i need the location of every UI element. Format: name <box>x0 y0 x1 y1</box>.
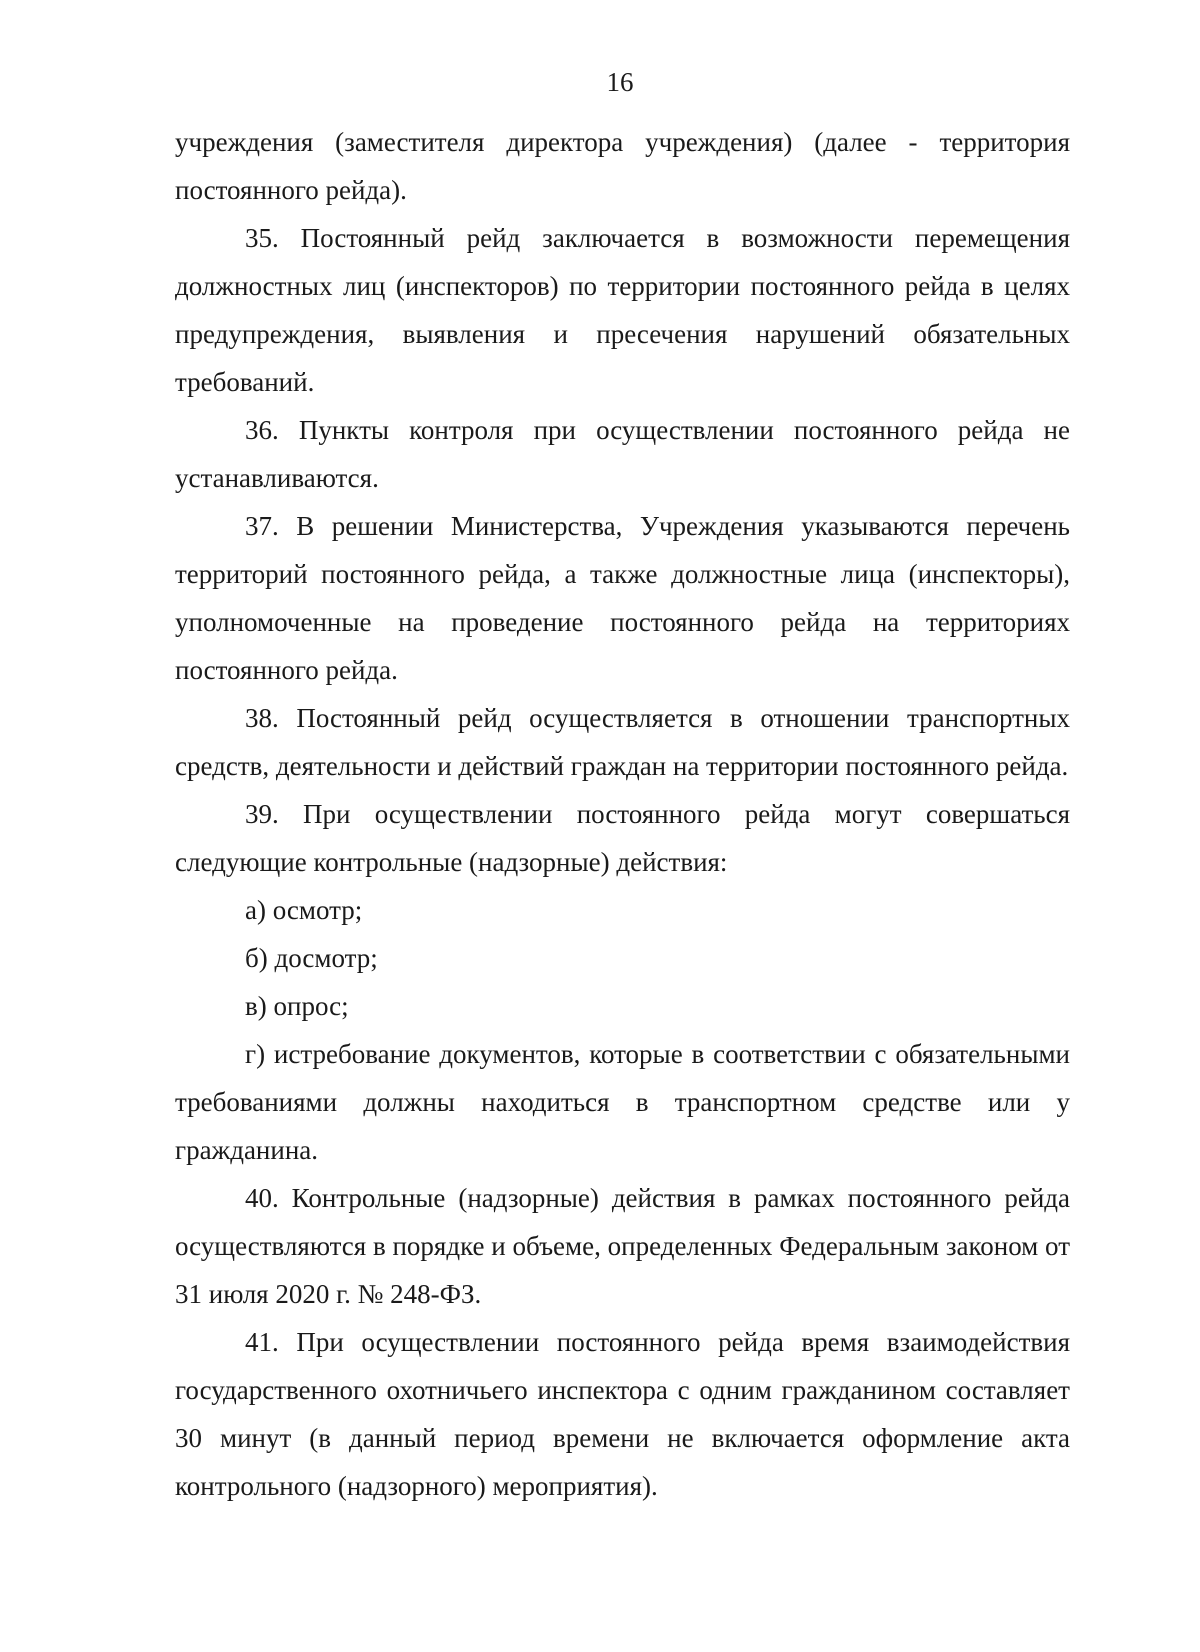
document-body <box>175 118 1070 1510</box>
paragraph-38: 38. Постоянный рейд осуществляется в отношении транспортных средств, деятельности и действий граждан на территории постоянного рейда. <box>175 703 1070 781</box>
paragraph-continuation: учреждения (заместителя директора учреждения) (далее - территория постоянного рейда). <box>175 127 1070 205</box>
paragraph-36: 36. Пункты контроля при осуществлении постоянного рейда не устанавливаются. <box>175 415 1070 493</box>
paragraph-39: 39. При осуществлении постоянного рейда могут совершаться следующие контрольные (надзорные) действия: <box>175 799 1070 877</box>
paragraph-35: 35. Постоянный рейд заключается в возможности перемещения должностных лиц (инспекторов) по территории постоянного рейда в целях предупреждения, выявления и пресечения нарушений обязательных требований. <box>175 223 1070 397</box>
list-item-a: а) осмотр; <box>245 895 363 925</box>
paragraph-37: 37. В решении Министерства, Учреждения указываются перечень территорий постоянного рейда, а также должностные лица (инспекторы), уполномоченные на проведение постоянного рейда на территориях постоянного рейда. <box>175 511 1070 685</box>
paragraph-40: 40. Контрольные (надзорные) действия в рамках постоянного рейда осуществляются в порядке и объеме, определенных Федеральным законом от 31 июля 2020 г. № 248-ФЗ. <box>175 1183 1070 1309</box>
paragraph-41: 41. При осуществлении постоянного рейда время взаимодействия государственного охотничьего инспектора с одним гражданином составляет 30 минут (в данный период времени не включается оформление акта контрольного (надзорного) мероприятия). <box>175 1327 1070 1501</box>
list-item-b: б) досмотр; <box>245 943 378 973</box>
list-item-g: г) истребование документов, которые в соответствии с обязательными требованиями должны находиться в транспортном средстве или у гражданина. <box>175 1039 1070 1165</box>
list-item-v: в) опрос; <box>245 991 349 1021</box>
page-number: 16 <box>606 67 634 97</box>
